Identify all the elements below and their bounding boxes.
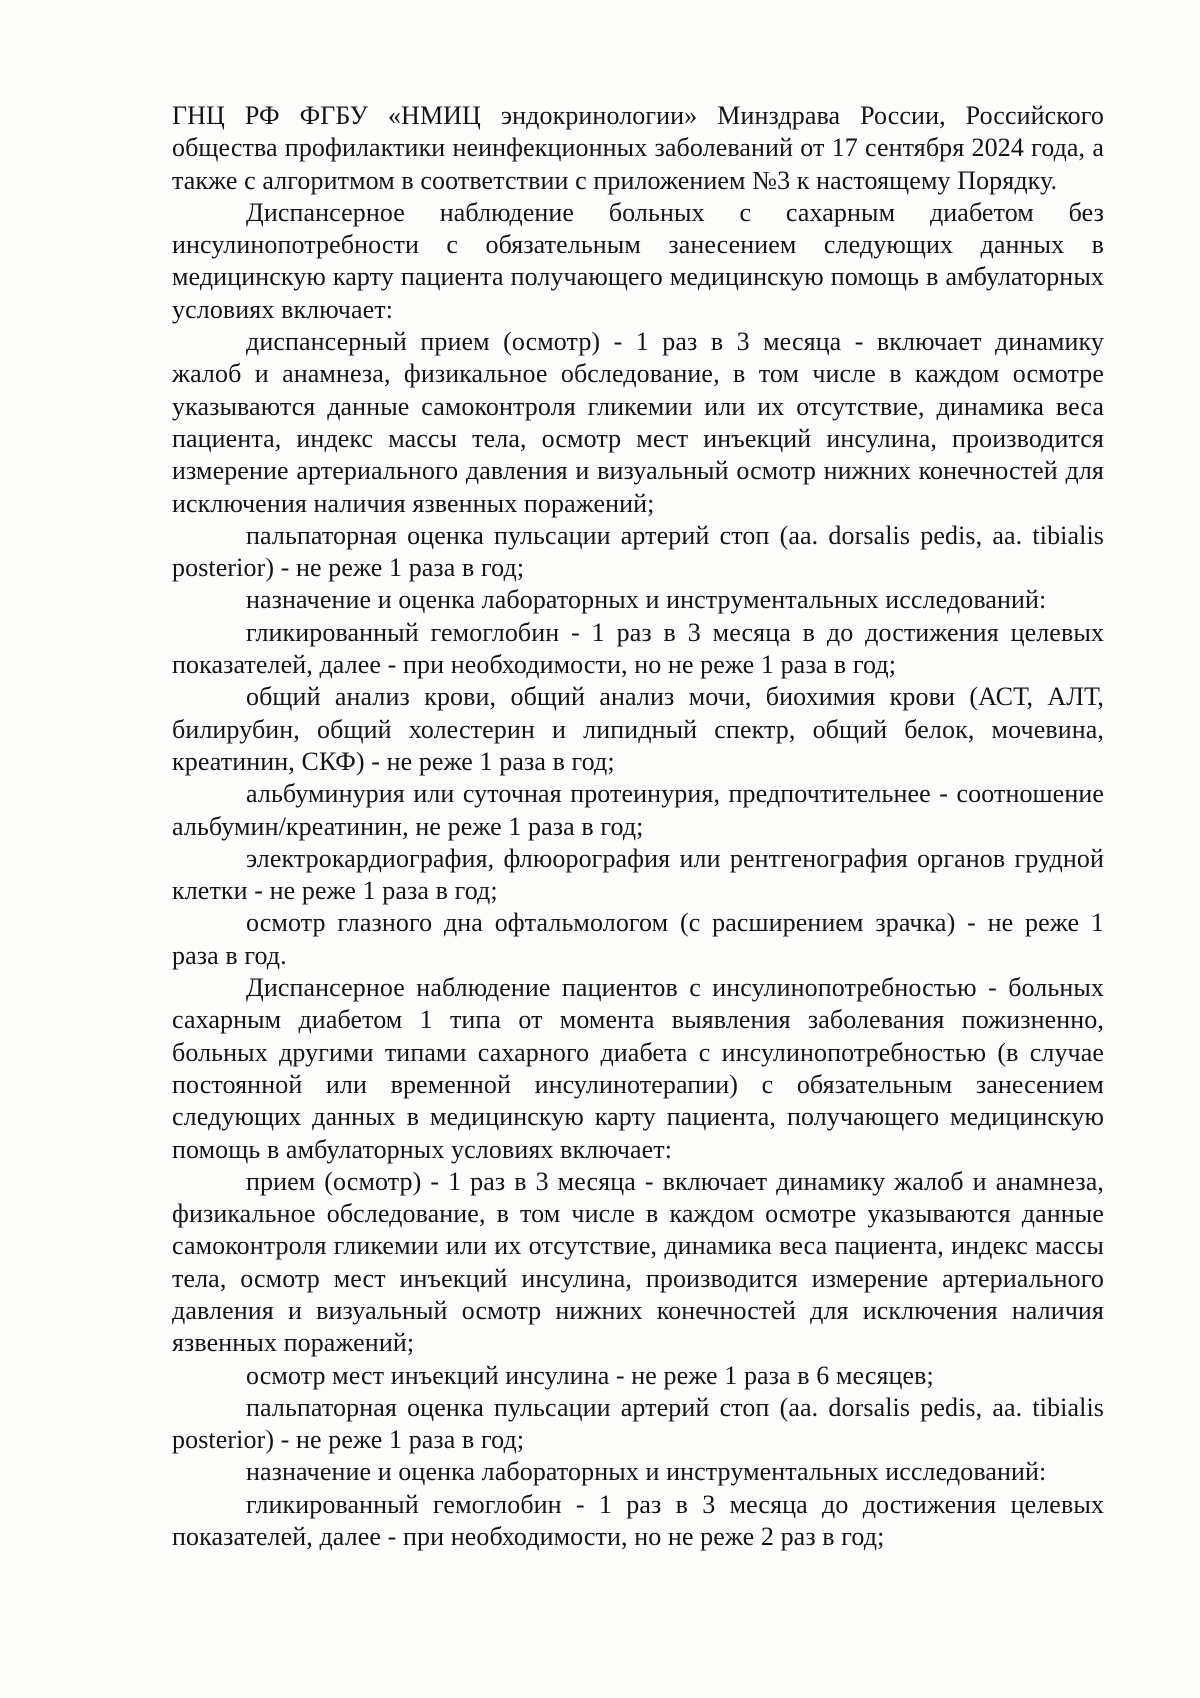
paragraph-12: прием (осмотр) - 1 раз в 3 месяца - включает динамику жалоб и анамнеза, физикальное обследование, в том числе в каждом осмотре указываются данные самоконтроля гликемии или их отсутствие, динамика веса пациента, индекс массы тела, осмотр мест инъекций инсулина, производится измерение артериального давления и визуальный осмотр нижних конечностей для исключения наличия язвенных поражений; <box>172 1166 1104 1358</box>
paragraph-10: осмотр глазного дна офтальмологом (с расширением зрачка) - не реже 1 раза в год. <box>172 908 1104 970</box>
paragraph-1: ГНЦ РФ ФГБУ «НМИЦ эндокринологии» Минздрава России, Российского общества профилактики неинфекционных заболеваний от 17 сентября 2024 года, а также с алгоритмом в соответствии с приложением №3 к настоящему Порядку. <box>172 101 1104 195</box>
paragraph-11: Диспансерное наблюдение пациентов с инсулинопотребностью - больных сахарным диабетом 1 типа от момента выявления заболевания пожизненно, больных другими типами сахарного диабета с инсулинопотребностью (в случае постоянной или временной инсулинотерапии) с обязательным занесением следующих данных в медицинскую карту пациента, получающего медицинскую помощь в амбулаторных условиях включает: <box>172 973 1104 1164</box>
paragraph-7: общий анализ крови, общий анализ мочи, биохимия крови (АСТ, АЛТ, билирубин, общий холестерин и липидный спектр, общий белок, мочевина, креатинин, СКФ) - не реже 1 раза в год; <box>172 682 1104 776</box>
paragraph-6: гликированный гемоглобин - 1 раз в 3 месяца в до достижения целевых показателей, далее - при необходимости, но не реже 1 раза в год; <box>172 617 1104 680</box>
paragraph-9: электрокардиография, флюорография или рентгенография органов грудной клетки - не реже 1 раза в год; <box>172 843 1104 906</box>
paragraph-13: осмотр мест инъекций инсулина - не реже 1 раза в 6 месяцев; <box>246 1360 934 1390</box>
paragraph-14: пальпаторная оценка пульсации артерий стоп (аа. dorsalis pedis, аа. tibialis posterior) - не реже 1 раза в год; <box>172 1392 1104 1455</box>
document-body <box>172 100 1104 1553</box>
paragraph-5: назначение и оценка лабораторных и инструментальных исследований: <box>246 585 1047 615</box>
paragraph-2: Диспансерное наблюдение больных с сахарным диабетом без инсулинопотребности с обязательным занесением следующих данных в медицинскую карту пациента получающего медицинскую помощь в амбулаторных условиях включает: <box>172 197 1104 324</box>
paragraph-4: пальпаторная оценка пульсации артерий стоп (аа. dorsalis pedis, аа. tibialis posterior) - не реже 1 раза в год; <box>172 520 1104 583</box>
paragraph-3: диспансерный прием (осмотр) - 1 раз в 3 месяца - включает динамику жалоб и анамнеза, физикальное обследование, в том числе в каждом осмотре указываются данные самоконтроля гликемии или их отсутствие, динамика веса пациента, индекс массы тела, осмотр мест инъекций инсулина, производится измерение артериального давления и визуальный осмотр нижних конечностей для исключения наличия язвенных поражений; <box>172 327 1104 518</box>
paragraph-16: гликированный гемоглобин - 1 раз в 3 месяца до достижения целевых показателей, далее - при необходимости, но не реже 2 раз в год; <box>172 1489 1104 1552</box>
paragraph-15: назначение и оценка лабораторных и инструментальных исследований: <box>246 1457 1047 1487</box>
paragraph-8: альбуминурия или суточная протеинурия, предпочтительнее - соотношение альбумин/креатинин, не реже 1 раза в год; <box>172 779 1104 841</box>
